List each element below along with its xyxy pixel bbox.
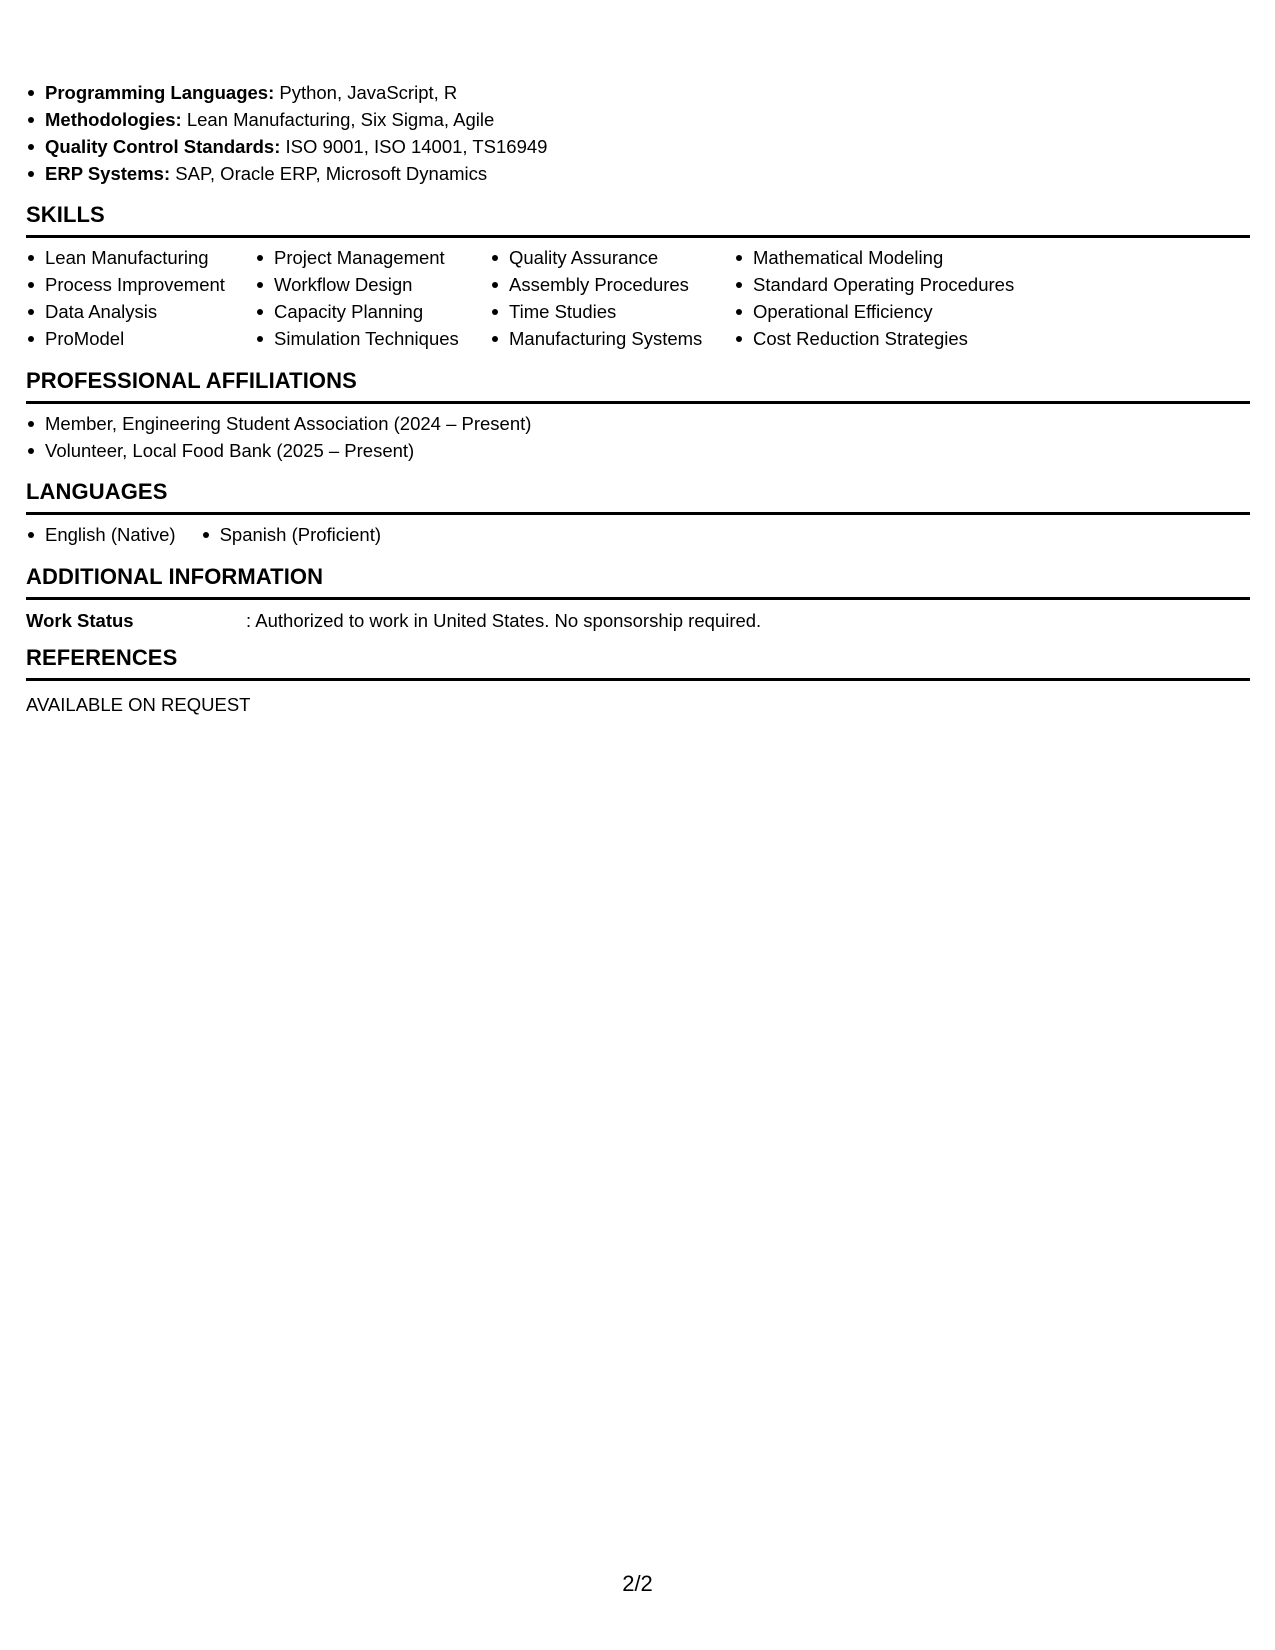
languages-list [26, 521, 1250, 548]
technical-value: ISO 9001, ISO 14001, TS16949 [280, 136, 548, 157]
technical-value: SAP, Oracle ERP, Microsoft Dynamics [170, 163, 488, 184]
technical-item-methodologies [26, 106, 547, 133]
skill-item: Time Studies [490, 298, 702, 325]
skill-item: Lean Manufacturing [26, 244, 225, 271]
section-divider [26, 512, 1250, 515]
page-number: 2/2 [622, 1571, 653, 1596]
languages-section [26, 479, 1250, 548]
affiliations-section [26, 368, 1250, 464]
section-divider [26, 678, 1250, 681]
skills-column [255, 244, 459, 352]
section-title-additional-info: ADDITIONAL INFORMATION [26, 564, 324, 589]
skill-item: Workflow Design [255, 271, 459, 298]
technical-label: ERP Systems: [45, 163, 171, 184]
technical-value: Python, JavaScript, R [274, 82, 458, 103]
technical-label: Methodologies: [45, 109, 182, 130]
section-divider [26, 597, 1250, 600]
skill-item: ProModel [26, 325, 225, 352]
affiliation-item: Member, Engineering Student Association (2024 – Present) [26, 410, 1250, 437]
affiliation-item: Volunteer, Local Food Bank (2025 – Present) [26, 437, 1250, 464]
affiliations-list [26, 410, 1250, 464]
skill-item: Mathematical Modeling [734, 244, 1014, 271]
section-title-languages: LANGUAGES [26, 479, 168, 504]
skills-column [734, 244, 1014, 352]
language-item: English (Native) [26, 521, 176, 548]
skill-item: Cost Reduction Strategies [734, 325, 1014, 352]
technical-label: Quality Control Standards: [45, 136, 281, 157]
work-status-value: : Authorized to work in United States. No sponsorship required. [246, 610, 762, 631]
skill-item: Operational Efficiency [734, 298, 1014, 325]
skill-item: Simulation Techniques [255, 325, 459, 352]
skill-item: Project Management [255, 244, 459, 271]
section-title-skills: SKILLS [26, 202, 105, 227]
technical-label: Programming Languages: [45, 82, 275, 103]
technical-value: Lean Manufacturing, Six Sigma, Agile [181, 109, 495, 130]
section-title-references: REFERENCES [26, 645, 178, 670]
references-section [26, 645, 1250, 718]
section-title-affiliations: PROFESSIONAL AFFILIATIONS [26, 368, 357, 393]
skills-section [26, 202, 1250, 354]
skill-item: Standard Operating Procedures [734, 271, 1014, 298]
technical-item-programming-languages [26, 79, 547, 106]
references-text: AVAILABLE ON REQUEST [26, 694, 251, 715]
skill-item: Data Analysis [26, 298, 225, 325]
skills-grid [26, 244, 1250, 354]
additional-info-section [26, 564, 1250, 634]
skills-column [26, 244, 225, 352]
skill-item: Manufacturing Systems [490, 325, 702, 352]
section-divider [26, 401, 1250, 404]
skill-item: Capacity Planning [255, 298, 459, 325]
work-status-row [26, 607, 1250, 634]
technical-list [26, 79, 547, 187]
work-status-label: Work Status [26, 610, 134, 631]
skills-column [490, 244, 702, 352]
technical-item-erp-systems [26, 160, 547, 187]
skill-item: Process Improvement [26, 271, 225, 298]
technical-item-quality-control [26, 133, 547, 160]
section-divider [26, 235, 1250, 238]
skill-item: Assembly Procedures [490, 271, 702, 298]
skill-item: Quality Assurance [490, 244, 702, 271]
language-item: Spanish (Proficient) [201, 521, 381, 548]
